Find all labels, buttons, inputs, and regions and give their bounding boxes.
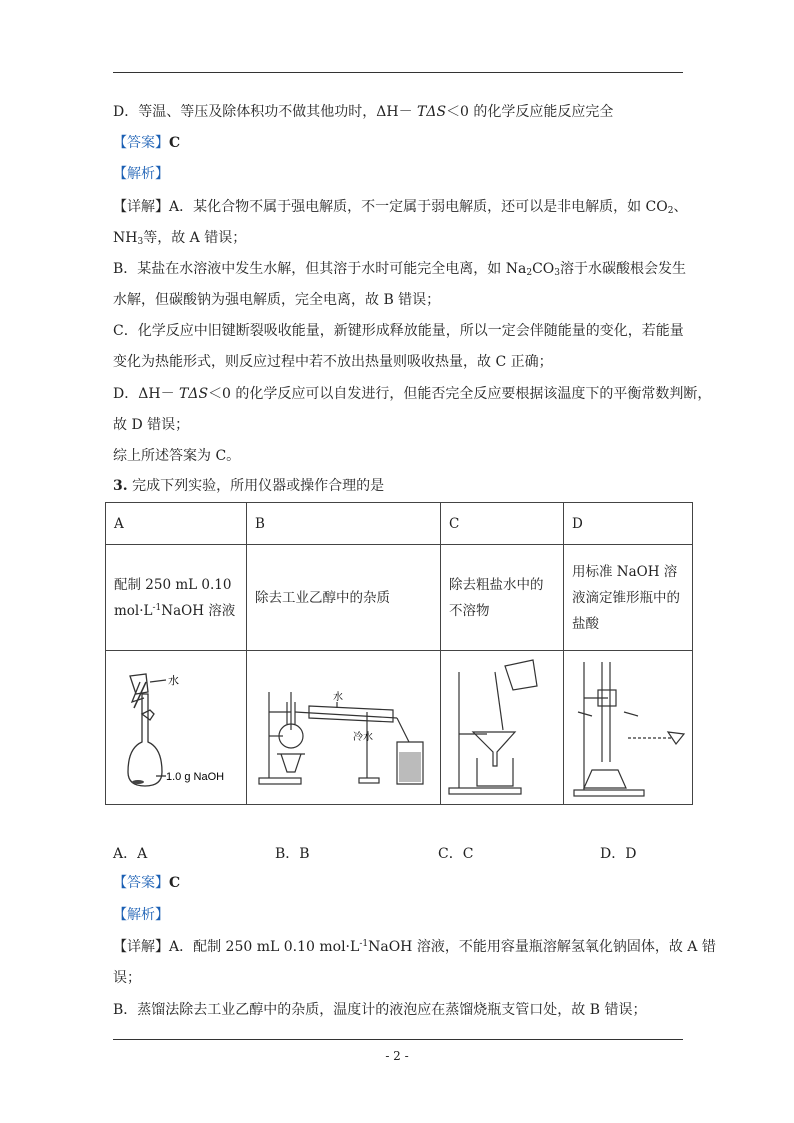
- table-header-row: [106, 503, 693, 545]
- question-3: 3. 完成下列实验，所用仪器或操作合理的是: [113, 478, 385, 494]
- distillation-apparatus-illustration: [247, 652, 440, 804]
- detail-line-2: $NH_3$等，故 A 错误；: [113, 230, 247, 247]
- footer-rule: [113, 1039, 683, 1040]
- figure-c: [441, 651, 564, 805]
- answer-line-2: 【答案】C: [113, 875, 181, 891]
- page-number: - 2 -: [385, 1049, 409, 1063]
- analysis-tag-1: 【解析】: [113, 166, 169, 182]
- figure-d: [564, 651, 693, 805]
- label-naoh: 1.0 g NaOH: [166, 770, 225, 783]
- answer-value: C: [169, 135, 181, 151]
- figure-b: [247, 651, 441, 805]
- desc-a: 配制 250 mL 0.10 $mol\cdot L^{-1}NaOH$ 溶液: [106, 545, 247, 651]
- filtration-apparatus-illustration: [441, 652, 563, 804]
- desc-b: 除去工业乙醇中的杂质: [247, 545, 441, 651]
- answer-line-1: [113, 133, 688, 153]
- option-c: C．C: [438, 846, 474, 862]
- option-b: B．B: [275, 846, 310, 862]
- desc-d: 用标准 NaOH 溶 液滴定锥形瓶中的 盐酸: [564, 545, 693, 651]
- label-water-b: 水: [333, 691, 343, 703]
- explain-line-2: 误；: [113, 970, 141, 986]
- header-d: D: [564, 503, 693, 545]
- table-figure-row: [106, 651, 693, 805]
- experiment-table: [105, 502, 693, 805]
- header-b: B: [247, 503, 441, 545]
- analysis-tag-2: 【解析】: [113, 907, 169, 923]
- label-cold-water: 冷水: [353, 731, 373, 743]
- header-rule: [113, 72, 683, 73]
- header-a: A: [106, 503, 247, 545]
- detail-line-7: D．ΔH－ TΔS＜0 的化学反应可以自发进行，但能否完全反应要根据该温度下的平衡常数判断，: [113, 386, 712, 402]
- volumetric-flask-illustration: [106, 652, 246, 804]
- summary-line: 综上所述答案为 C。: [113, 448, 241, 464]
- option-d-line: D．等温、等压及除体积功不做其他功时，ΔH－ TΔS＜0 的化学反应能反应完全: [113, 104, 614, 120]
- explain-line-1: 【详解】A．配制 250 mL 0.10 $mol\cdot L^{-1}NaOH$ 溶液，不能用容量瓶溶解氢氧化钠固体，故 A 错: [113, 939, 716, 955]
- label-water-a: 水: [168, 673, 179, 687]
- detail-line-1: 【详解】A．某化合物不属于强电解质，不一定属于弱电解质，还可以是非电解质，如 $CO_2$、: [113, 199, 688, 216]
- titration-apparatus-illustration: [564, 652, 692, 804]
- detail-line-3: B．某盐在水溶液中发生水解，但其溶于水时可能完全电离，如 $Na_2CO_3$溶于水碳酸根会发生: [113, 261, 687, 278]
- table-desc-row: [106, 545, 693, 651]
- detail-line-5: C．化学反应中旧键断裂吸收能量，新键形成释放能量，所以一定会伴随能量的变化，若能量: [113, 323, 684, 339]
- detail-line-8: 故 D 错误；: [113, 417, 190, 433]
- header-c: C: [441, 503, 564, 545]
- figure-a: [106, 651, 247, 805]
- desc-c: 除去粗盐水中的 不溶物: [441, 545, 564, 651]
- detail-line-6: 变化为热能形式，则反应过程中若不放出热量则吸收热量，故 C 正确；: [113, 354, 553, 370]
- explain-line-3: B．蒸馏法除去工业乙醇中的杂质，温度计的液泡应在蒸馏烧瓶支管口处，故 B 错误；: [113, 1002, 647, 1018]
- option-d: D．D: [600, 846, 637, 862]
- option-a: A．A: [113, 846, 148, 862]
- detail-line-4: 水解，但碳酸钠为强电解质，完全电离，故 B 错误；: [113, 292, 441, 308]
- answer-tag: 【答案】: [113, 135, 169, 151]
